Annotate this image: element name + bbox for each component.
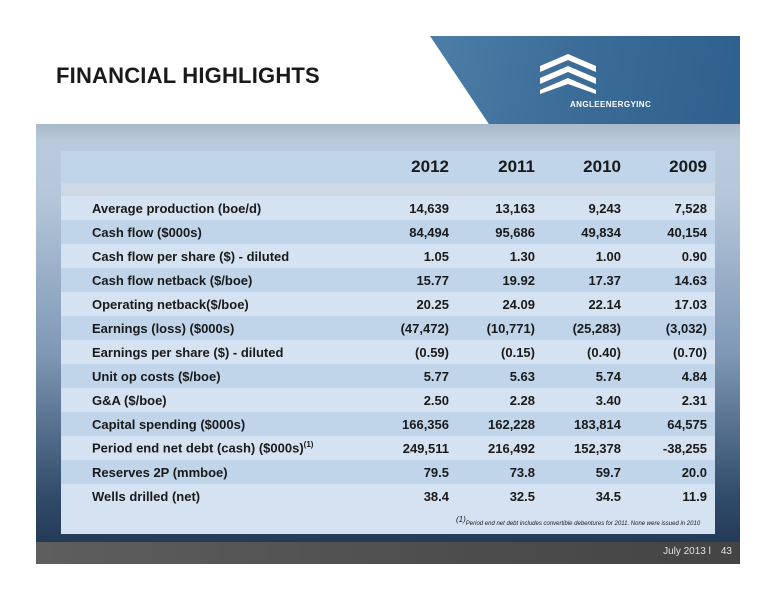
financial-table-panel: [61, 151, 715, 534]
row-label: G&A ($/boe): [92, 392, 167, 408]
table-row: [61, 460, 715, 484]
row-value: 152,378: [574, 440, 621, 456]
row-value: (0.70): [673, 344, 707, 360]
row-value: 32.5: [509, 488, 535, 504]
page-number: 43: [720, 546, 732, 557]
logo-text: ANGLEENERGYINC: [570, 100, 652, 109]
row-value: (0.59): [415, 344, 449, 360]
row-label: Period end net debt (cash) ($000s)$^{(1)}$: [92, 440, 314, 456]
table-row: [61, 316, 715, 340]
row-value: 24.09: [502, 296, 535, 312]
row-value: 0.90: [681, 248, 707, 264]
table-row: [61, 244, 715, 268]
page-title: FINANCIAL HIGHLIGHTS: [56, 63, 320, 88]
column-header: 2011: [498, 157, 535, 176]
row-label: Reserves 2P (mmboe): [92, 464, 228, 480]
table-header-row: [61, 151, 715, 183]
header-divider: [36, 124, 740, 140]
row-value: 1.00: [595, 248, 621, 264]
row-label: Cash flow per share ($) - diluted: [92, 248, 290, 264]
row-value: 20.0: [681, 464, 707, 480]
row-value: 40,154: [667, 224, 707, 240]
row-value: (3,032): [665, 320, 707, 336]
angle-logo-icon: [536, 52, 600, 94]
row-value: 59.7: [595, 464, 621, 480]
row-value: (0.40): [587, 344, 621, 360]
row-value: 1.05: [423, 248, 449, 264]
row-value: 17.37: [588, 272, 621, 288]
column-header: 2012: [411, 157, 449, 176]
table-row: [61, 292, 715, 316]
row-value: 38.4: [423, 488, 449, 504]
row-value: 249,511: [402, 440, 449, 456]
header-spacer: [61, 183, 715, 196]
row-label: Cash flow ($000s): [92, 224, 202, 240]
row-value: 2.31: [681, 392, 707, 408]
row-value: 162,228: [488, 416, 535, 432]
row-value: 5.63: [509, 368, 535, 384]
row-value: 4.84: [681, 368, 707, 384]
row-value: 2.28: [509, 392, 535, 408]
row-label: Capital spending ($000s): [92, 416, 246, 432]
row-value: 84,494: [409, 224, 449, 240]
row-value: 19.92: [502, 272, 535, 288]
row-label: Earnings (loss) ($000s): [92, 320, 235, 336]
row-value: 49,834: [581, 224, 621, 240]
table-row: [61, 364, 715, 388]
table-row: [61, 340, 715, 364]
row-value: 34.5: [595, 488, 621, 504]
row-value: 166,356: [402, 416, 449, 432]
row-value: 64,575: [667, 416, 707, 432]
row-value: 216,492: [488, 440, 535, 456]
footnote: (1)Period end net debt includes convertible debentures for 2011. None were issued in 2010: [456, 515, 701, 527]
footer-text: [663, 546, 732, 557]
row-value: 7,528: [674, 200, 707, 216]
footer-date: July 2013 l: [663, 546, 711, 557]
row-value: -38,255: [662, 440, 707, 456]
table-row: [61, 484, 715, 508]
row-label: Cash flow netback ($/boe): [92, 272, 253, 288]
header-empty-cell: [61, 151, 371, 183]
table-row: [61, 268, 715, 292]
row-value: 17.03: [674, 296, 707, 312]
table-row: [61, 220, 715, 244]
row-value: 5.74: [595, 368, 621, 384]
row-value: (25,283): [572, 320, 621, 336]
row-label: Wells drilled (net): [92, 488, 201, 504]
row-value: 5.77: [423, 368, 449, 384]
table-row: [61, 436, 715, 460]
row-label: Average production (boe/d): [92, 200, 262, 216]
row-value: 15.77: [416, 272, 449, 288]
row-value: 22.14: [588, 296, 621, 312]
row-label: Unit op costs ($/boe): [92, 368, 221, 384]
row-value: 9,243: [588, 200, 621, 216]
column-header: 2010: [583, 157, 621, 176]
table-row: [61, 412, 715, 436]
row-value: (10,771): [486, 320, 535, 336]
table-row: [61, 196, 715, 220]
footer-bar: [36, 542, 740, 564]
row-value: 2.50: [423, 392, 449, 408]
row-value: 20.25: [416, 296, 449, 312]
header: [36, 36, 740, 138]
row-value: 79.5: [423, 464, 449, 480]
row-label: Earnings per share ($) - diluted: [92, 344, 284, 360]
row-value: 14.63: [674, 272, 707, 288]
row-value: 14,639: [409, 200, 449, 216]
row-value: 1.30: [509, 248, 535, 264]
row-value: 95,686: [495, 224, 535, 240]
row-value: 73.8: [509, 464, 535, 480]
row-value: 13,163: [495, 200, 535, 216]
row-value: (0.15): [501, 344, 535, 360]
slide: [36, 36, 740, 564]
row-value: (47,472): [400, 320, 449, 336]
column-header: 2009: [669, 157, 707, 176]
table-row: [61, 388, 715, 412]
row-value: 3.40: [595, 392, 621, 408]
row-value: 11.9: [682, 488, 707, 504]
row-label: Operating netback($/boe): [92, 296, 249, 312]
row-value: 183,814: [574, 416, 621, 432]
financial-table: [61, 151, 715, 508]
